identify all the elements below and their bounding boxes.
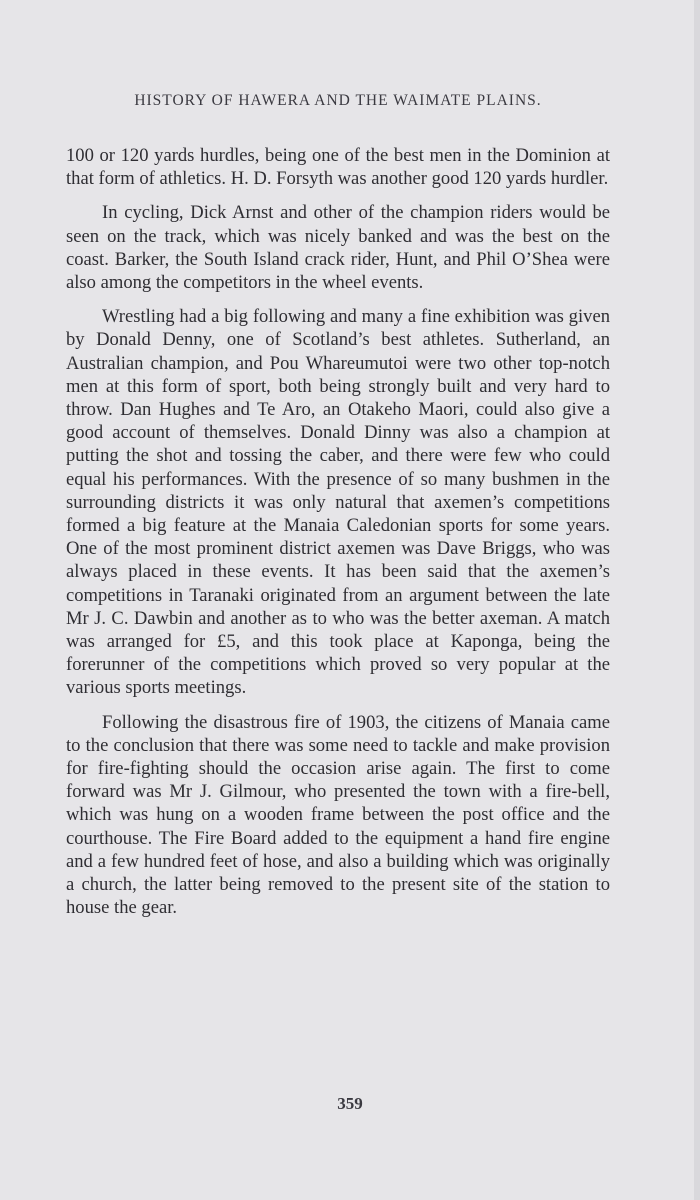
paragraph-hurdles: 100 or 120 yards hurdles, being one of the best men in the Dominion at that form of athletics. H. D. Forsyth was another good 120 yards hurdler. <box>66 145 610 190</box>
paragraph-wrestling: Wrestling had a big following and many a fine exhibition was given by Donald Denny, one of Scotland’s best athletes. Sutherland, an Australian champion, and Pou Whareumutoi were two other top-notch men at this form of sport, both being strongly built and very hard to throw. Dan Hughes and Te Aro, an Otakeho Maori, could also give a good account of themselves. Donald Dinny was also a champion at putting the shot and tossing the caber, and there were few who could equal his performances. With the presence of so many bushmen in the surrounding districts it was only natural that axemen’s competitions formed a big feature at the Manaia Caledonian sports for some years. One of the most prominent district axemen was Dave Briggs, who was always placed in these events. It has been said that the axemen’s competitions in Taranaki originated from an argument between the late Mr J. C. Dawbin and another as to who was the better axeman. A match was arranged for £5, and this took place at Kaponga, being the forerunner of the competitions which proved so very popular at the various sports meetings. <box>66 306 610 699</box>
running-head: HISTORY OF HAWERA AND THE WAIMATE PLAINS. <box>134 92 542 109</box>
page-number: 359 <box>337 1094 363 1113</box>
paragraph-cycling: In cycling, Dick Arnst and other of the champion riders would be seen on the track, which was nicely banked and was the best on the coast. Barker, the South Island crack rider, Hunt, and Phil O’Shea were also among the competitors in the wheel events. <box>66 202 610 294</box>
paragraph-fire-brigade: Following the disastrous fire of 1903, the citizens of Manaia came to the conclusion that there was some need to tackle and make provision for fire-fighting should the occasion arise again. The first to come forward was Mr J. Gilmour, who presented the town with a fire-bell, which was hung on a wooden frame between the post office and the courthouse. The Fire Board added to the equipment a hand fire engine and a few hundred feet of hose, and also a building which was originally a church, the latter being removed to the present site of the station to house the gear. <box>66 711 610 919</box>
page-edge <box>694 0 700 1200</box>
body-text <box>66 144 610 931</box>
